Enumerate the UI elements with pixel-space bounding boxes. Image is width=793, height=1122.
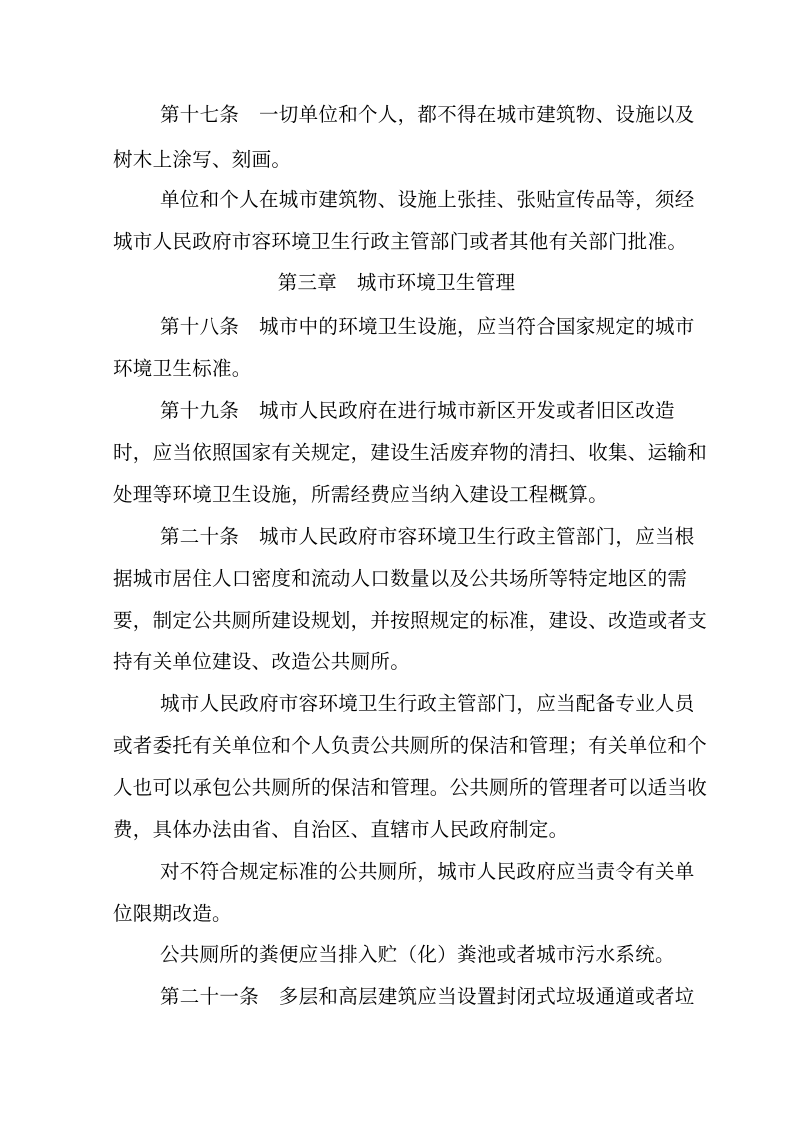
article-20-para-2-line-1: 城市人民政府市容环境卫生行政主管部门，应当配备专业人员 [160,692,695,715]
article-20-line-3: 要，制定公共厕所建设规划，并按照规定的标准，建设、改造或者支 [113,609,708,632]
article-17-para-2-line-1: 单位和个人在城市建筑物、设施上张挂、张贴宣传品等，须经 [160,188,695,211]
article-21-line-1: 第二十一条 多层和高层建筑应当设置封闭式垃圾通道或者垃 [160,985,695,1008]
article-20-para-2-line-3: 人也可以承包公共厕所的保洁和管理。公共厕所的管理者可以适当收 [113,776,708,799]
article-17-para-2-line-2: 城市人民政府市容环境卫生行政主管部门或者其他有关部门批准。 [113,230,688,253]
article-20-para-2-line-2: 或者委托有关单位和个人负责公共厕所的保洁和管理；有关单位和个 [113,734,708,757]
article-19-line-2: 时，应当依照国家有关规定，建设生活废弃物的清扫、收集、运输和 [113,441,708,464]
article-18-line-1: 第十八条 城市中的环境卫生设施，应当符合国家规定的城市 [160,315,695,338]
article-20-para-3-line-1: 对不符合规定标准的公共厕所，城市人民政府应当责令有关单 [160,860,695,883]
article-20-line-4: 持有关单位建设、改造公共厕所。 [113,650,411,673]
article-18-line-2: 环境卫生标准。 [113,357,252,380]
article-20-line-2: 据城市居住人口密度和流动人口数量以及公共场所等特定地区的需 [113,567,688,590]
article-19-line-1: 第十九条 城市人民政府在进行城市新区开发或者旧区改造 [160,399,675,422]
article-20-para-3-line-2: 位限期改造。 [113,902,232,925]
article-20-para-4-line-1: 公共厕所的粪便应当排入贮（化）粪池或者城市污水系统。 [160,943,675,966]
article-20-line-1: 第二十条 城市人民政府市容环境卫生行政主管部门，应当根 [160,525,695,548]
article-20-para-2-line-4: 费，具体办法由省、自治区、直辖市人民政府制定。 [113,818,569,841]
article-17-line-2: 树木上涂写、刻画。 [113,148,292,171]
chapter-heading: 第三章 城市环境卫生管理 [277,271,516,294]
article-19-line-3: 处理等环境卫生设施，所需经费应当纳入建设工程概算。 [113,483,609,506]
article-17-line-1: 第十七条 一切单位和个人，都不得在城市建筑物、设施以及 [160,103,695,126]
